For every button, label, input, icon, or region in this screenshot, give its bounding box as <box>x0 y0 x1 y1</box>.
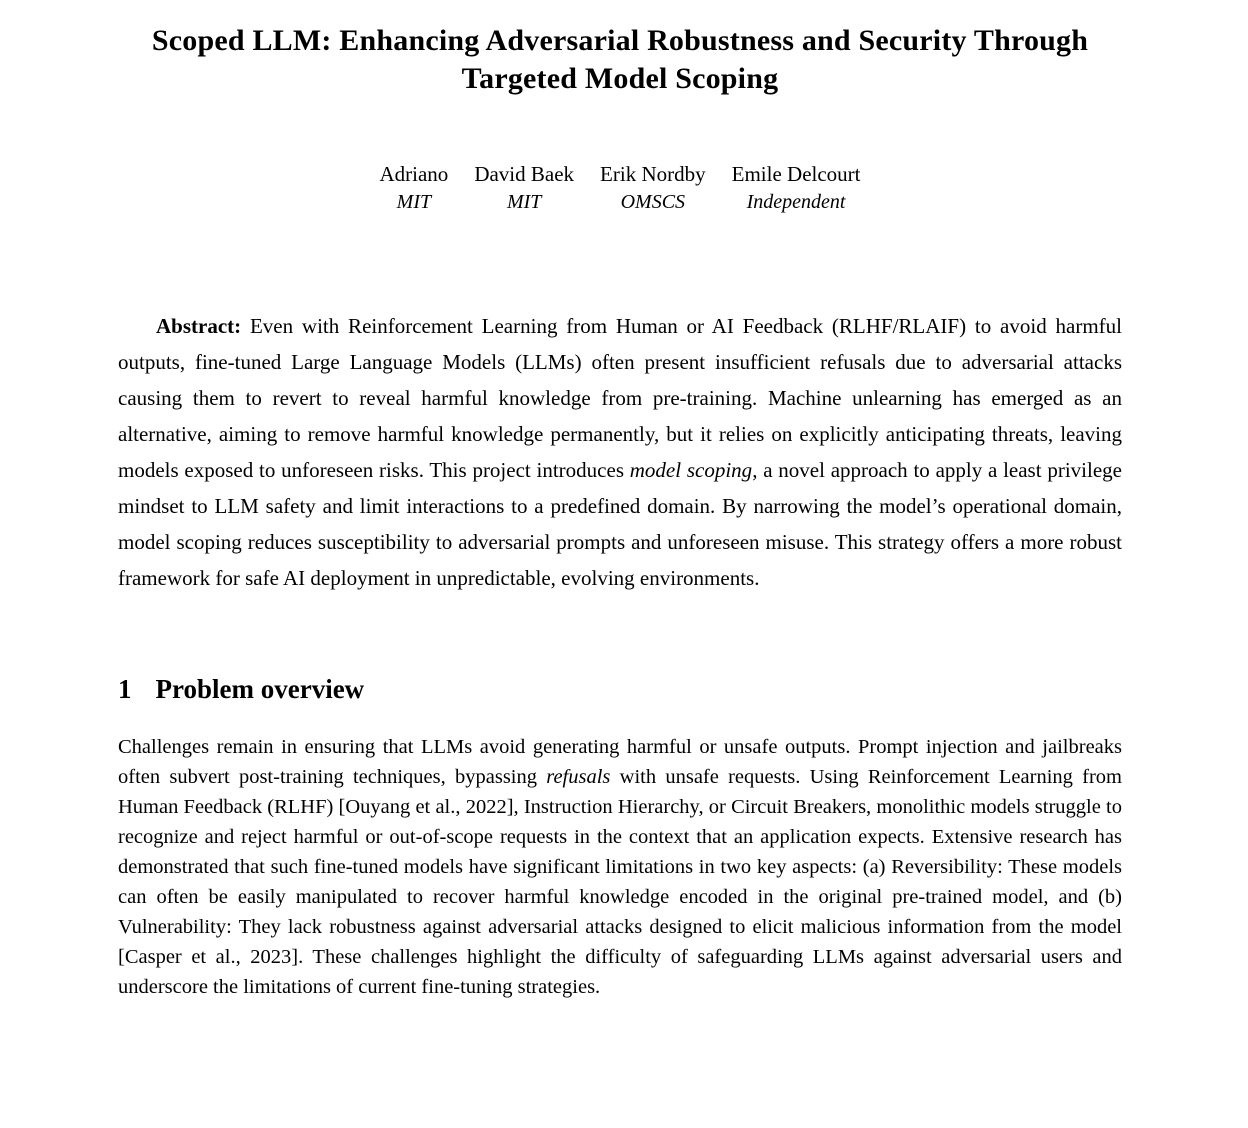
body-text-1: Challenges remain in ensuring that LLMs avoid generating harmful or unsafe outputs. Prompt injection and jailbreaks often subvert post-training techniques, bypassing <box>118 736 1122 788</box>
body-paragraph <box>118 732 1122 1002</box>
abstract-italic-term: model scoping <box>629 458 753 482</box>
section-title: Problem overview <box>155 674 365 704</box>
paper-title: Scoped LLM: Enhancing Adversarial Robustness and Security Through Targeted Model Scoping <box>151 24 1089 95</box>
author-block <box>118 160 1122 216</box>
section-heading <box>118 672 1122 706</box>
author-name: David Baek <box>474 162 575 186</box>
author-0 <box>379 160 448 216</box>
author-2 <box>600 160 706 216</box>
author-name: Erik Nordby <box>600 162 706 186</box>
author-name: Adriano <box>379 162 449 186</box>
author-affiliation: OMSCS <box>620 191 686 213</box>
abstract-paragraph <box>118 308 1122 596</box>
abstract-text-1: Even with Reinforcement Learning from Human or AI Feedback (RLHF/RLAIF) to avoid harmful outputs, fine-tuned Large Language Models (LLMs) often present insufficient refusals due to adversarial attacks causing them to revert to reveal harmful knowledge from pre-training. Machine unlearning has emerged as an alternative, aiming to remove harmful knowledge permanently, but it relies on explicitly anticipating threats, leaving models exposed to unforeseen risks. This project introduces <box>118 314 1122 482</box>
abstract-label: Abstract: <box>156 314 242 338</box>
author-3 <box>732 160 861 216</box>
author-affiliation: MIT <box>506 191 542 213</box>
abstract-text-2: , a novel approach to apply a least privilege mindset to LLM safety and limit interactions to a predefined domain. By narrowing the model’s operational domain, model scoping reduces susceptibility to adversarial prompts and unforeseen misuse. This strategy offers a more robust framework for safe AI deployment in unpredictable, evolving environments. <box>118 458 1122 590</box>
body-text-2: with unsafe requests. Using Reinforcement Learning from Human Feedback (RLHF) [Ouyang et al., 2022], Instruction Hierarchy, or Circuit Breakers, monolithic models struggle to recognize and reject harmful or out-of-scope requests in the context that an application expects. Extensive research has demonstrated that such fine-tuned models have significant limitations in two key aspects: (a) Reversibility: These models can often be easily manipulated to recover harmful knowledge encoded in the original pre-trained model, and (b) Vulnerability: They lack robustness against adversarial attacks designed to elicit malicious information from the model [Casper et al., 2023]. These challenges highlight the difficulty of safeguarding LLMs against adversarial users and underscore the limitations of current fine-tuning strategies. <box>118 766 1122 998</box>
author-name: Emile Delcourt <box>731 162 861 186</box>
paper-content <box>118 0 1122 1002</box>
body-italic-term: refusals <box>546 766 611 788</box>
author-affiliation: MIT <box>396 191 432 213</box>
author-affiliation: Independent <box>746 191 846 213</box>
author-1 <box>474 160 574 216</box>
section-number: 1 <box>118 674 132 704</box>
